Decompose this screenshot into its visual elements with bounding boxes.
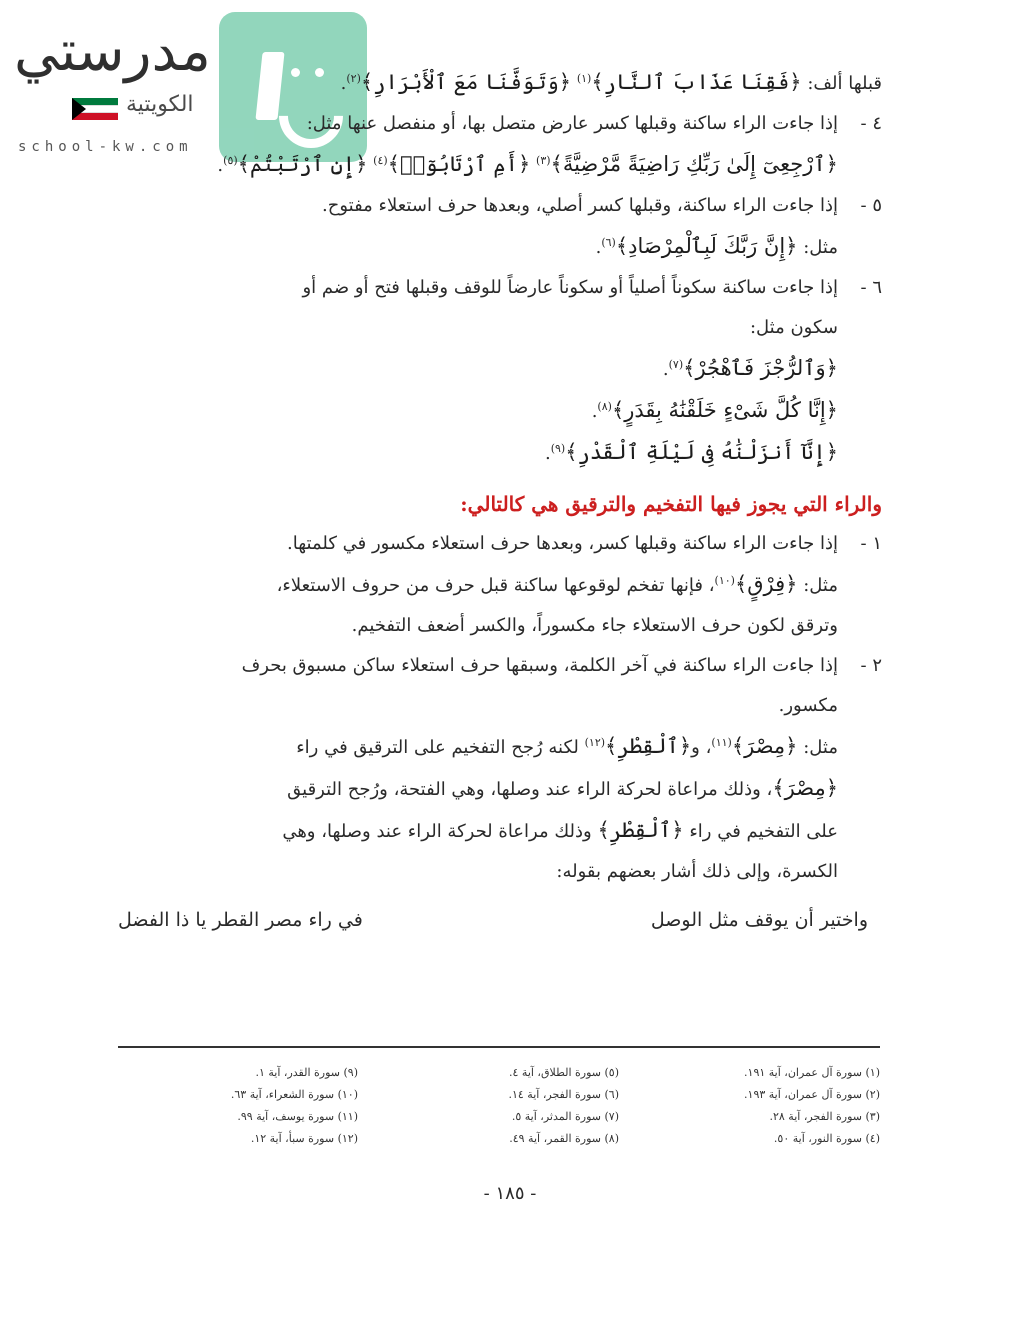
list-item: ٢ -إذا جاءت الراء ساكنة في آخر الكلمة، وسبقها حرف استعلاء ساكن مسبوق بحرف <box>241 655 882 676</box>
text-line: الكسرة، وإلى ذلك أشار بعضهم بقوله: <box>556 861 838 882</box>
list-item: ٤ -إذا جاءت الراء ساكنة وقبلها كسر عارض متصل بها، أو منفصل عنها مثل: <box>306 113 882 134</box>
text-line: على التفخيم في راء ﴿ٱلْقِطْرِ﴾ وذلك مراعاة لحركة الراء عند وصلها، وهي <box>282 818 838 842</box>
quran-verse: ﴿فَقِنَا عَذَابَ ٱلنَّارِ﴾ <box>591 70 802 94</box>
text-line: مثل: ﴿مِصْرَ﴾$^{(١١)}$، و﴿ٱلْقِطْرِ﴾$^{(١٢)}$ لكنه رُجح التفخيم على الترقيق في راء <box>296 734 838 758</box>
footnote: (٥) سورة الطلاق، آية ٤. <box>509 1066 619 1079</box>
text-line: ﴿إِنَّا كُلَّ شَىْءٍ خَلَقْنَٰهُ بِقَدَرٍ﴾$^{(٨)}$. <box>591 398 838 422</box>
footnote: (٩) سورة القدر، آية ١. <box>255 1066 358 1079</box>
text-line: ﴿مِصْرَ﴾، وذلك مراعاة لحركة الراء عند وصلها، وهي الفتحة، ورُجح الترقيق <box>287 776 838 800</box>
footnotes <box>118 1062 880 1150</box>
footnote: (١٢) سورة سبأ، آية ١٢. <box>250 1132 358 1145</box>
footnote: (٧) سورة المدثر، آية ٥. <box>511 1110 619 1123</box>
list-item: ٦ -إذا جاءت ساكنة سكوناً أصلياً أو سكوناً عارضاً للوقف وقبلها فتح أو ضم أو <box>302 277 882 298</box>
quran-verse: ﴿ٱلْقِطْرِ﴾ <box>597 818 684 842</box>
text-line: ﴿ٱرْجِعِىٓ إِلَىٰ رَبِّكِ رَاضِيَةً مَّرْضِيَّةً﴾$^{(٣)}$ ﴿أَمِ ٱرْتَابُوٓا۟﴾$^{(٤)}$ ﴿إِنِ ٱرْتَبْتُمْ﴾$^{(٥)}$. <box>217 152 838 176</box>
quran-verse: ﴿إِنَّآ أَنزَلْنَٰهُ فِى لَيْلَةِ ٱلْقَدْرِ﴾ <box>565 440 838 464</box>
brand-name: مدرستي <box>14 19 211 84</box>
text-line: مثل: ﴿إِنَّ رَبَّكَ لَبِٱلْمِرْصَادِ﴾$^{(٦)}$. <box>595 234 838 258</box>
text-line: مثل: ﴿فِرْقٍ﴾$^{(١٠)}$، فإنها تفخم لوقوعها ساكنة قبل حرف من حروف الاستعلاء، <box>276 572 838 596</box>
text-line: ﴿إِنَّآ أَنزَلْنَٰهُ فِى لَيْلَةِ ٱلْقَدْرِ﴾$^{(٩)}$. <box>544 440 838 464</box>
footnote: (١) سورة آل عمران، آية ١٩١. <box>744 1066 880 1079</box>
footnote-column <box>640 1062 880 1150</box>
poem-first-half: واختير أن يوقف مثل الوصل <box>650 909 868 931</box>
footnote: (٣) سورة الفجر، آية ٢٨. <box>769 1110 880 1123</box>
brand-url: school-kw.com <box>18 139 193 155</box>
page-number: - ١٨٥ - <box>483 1183 537 1204</box>
quran-verse: ﴿إِنِ ٱرْتَبْتُمْ﴾ <box>237 152 368 176</box>
quran-verse: ﴿ٱلْقِطْرِ﴾ <box>605 734 692 758</box>
footnote: (٢) سورة آل عمران، آية ١٩٣. <box>744 1088 880 1101</box>
footnote: (١١) سورة يوسف، آية ٩٩. <box>237 1110 358 1123</box>
quran-verse: ﴿إِنَّ رَبَّكَ لَبِٱلْمِرْصَادِ﴾ <box>615 234 798 258</box>
quran-verse: ﴿إِنَّا كُلَّ شَىْءٍ خَلَقْنَٰهُ بِقَدَرٍ﴾ <box>611 398 838 422</box>
footnote: (٤) سورة النور، آية ٥٠. <box>773 1132 880 1145</box>
footnote: (٦) سورة الفجر، آية ١٤. <box>508 1088 619 1101</box>
quran-verse: ﴿وَٱلرُّجْزَ فَٱهْجُرْ﴾ <box>683 356 838 380</box>
brand-subtitle: الكويتية <box>126 92 194 117</box>
text-line: مكسور. <box>778 695 838 716</box>
footnote-column <box>118 1062 358 1150</box>
page-body <box>118 62 882 940</box>
text-line: وترقق لكون حرف الاستعلاء جاء مكسوراً، والكسر أضعف التفخيم. <box>351 615 838 636</box>
text-line: قبلها ألف: ﴿فَقِنَا عَذَابَ ٱلنَّارِ﴾$^{(١)}$ ﴿وَتَوَفَّنَا مَعَ ٱلْأَبْرَارِ﴾$^{(٢)}$. <box>340 70 882 94</box>
footnote: (١٠) سورة الشعراء، آية ٦٣. <box>230 1088 358 1101</box>
footnote-divider <box>118 1046 880 1048</box>
section-title: والراء التي يجوز فيها التفخيم والترقيق هي كالتالي: <box>460 492 882 516</box>
quran-verse: ﴿مِصْرَ﴾ <box>731 734 798 758</box>
quran-verse: ﴿فِرْقٍ﴾ <box>734 572 798 596</box>
footnote-column <box>379 1062 619 1150</box>
list-item: ٥ -إذا جاءت الراء ساكنة، وقبلها كسر أصلي، وبعدها حرف استعلاء مفتوح. <box>322 195 882 216</box>
quran-verse: ﴿وَتَوَفَّنَا مَعَ ٱلْأَبْرَارِ﴾ <box>360 70 572 94</box>
quran-verse: ﴿أَمِ ٱرْتَابُوٓا۟﴾ <box>387 152 531 176</box>
text-line: ﴿وَٱلرُّجْزَ فَٱهْجُرْ﴾$^{(٧)}$. <box>662 356 838 380</box>
poem-verse <box>118 900 882 940</box>
kuwait-flag-icon <box>72 98 118 120</box>
text-line: سكون مثل: <box>749 317 838 338</box>
footnote: (٨) سورة القمر، آية ٤٩. <box>509 1132 619 1145</box>
poem-second-half: في راء مصر القطر يا ذا الفضل <box>118 909 363 931</box>
quran-verse: ﴿مِصْرَ﴾ <box>772 776 838 800</box>
quran-verse: ﴿ٱرْجِعِىٓ إِلَىٰ رَبِّكِ رَاضِيَةً مَّرْضِيَّةً﴾ <box>550 152 838 176</box>
list-item: ١ -إذا جاءت الراء ساكنة وقبلها كسر، وبعدها حرف استعلاء مكسور في كلمتها. <box>287 533 882 554</box>
